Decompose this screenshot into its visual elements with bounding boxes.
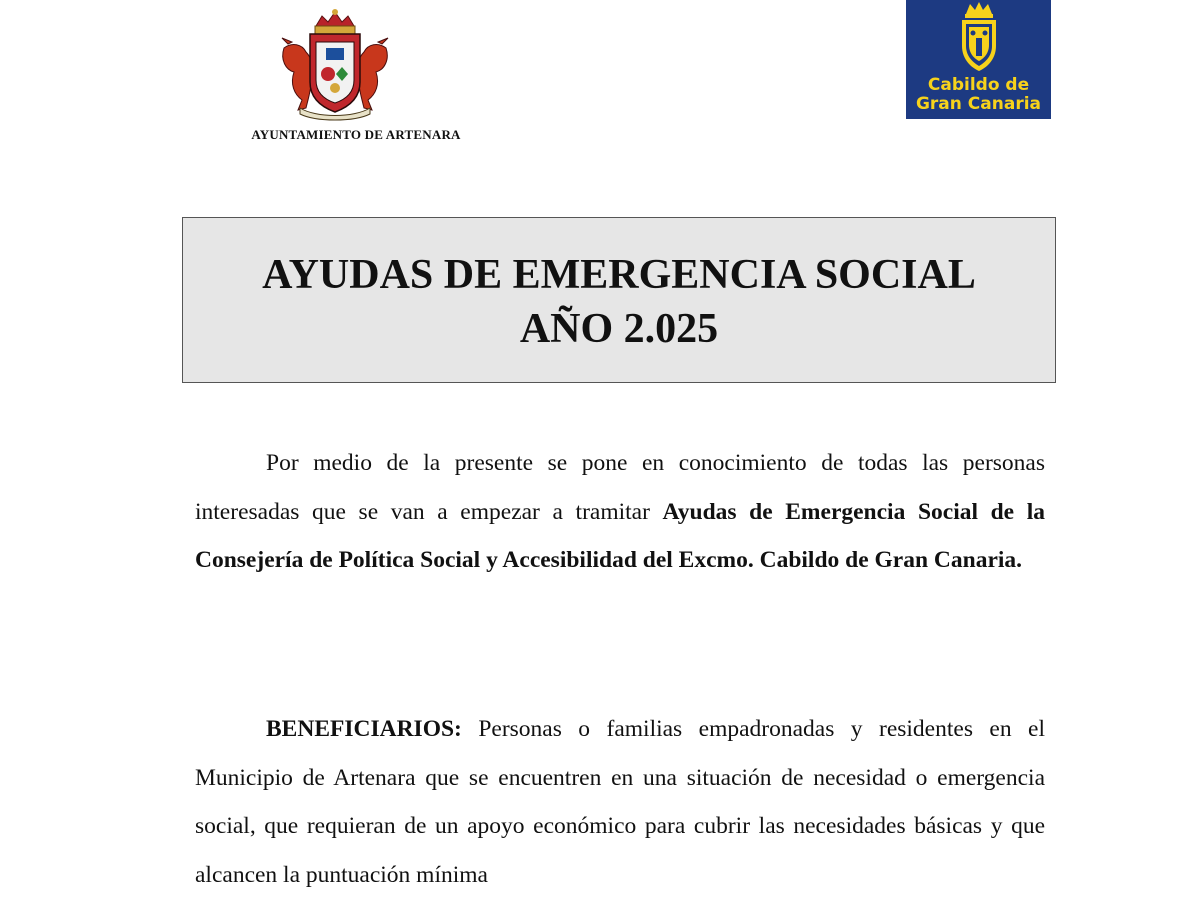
intro-paragraph — [195, 439, 1045, 585]
beneficiaries-paragraph — [195, 705, 1045, 899]
beneficiaries-text: Personas o familias empadronadas y residentes en el Municipio de Artenara que se encuentren en una situación de necesidad o emergencia social, que requieran de un apoyo económico para cubrir las necesidades básicas y que alcancen la puntuación mínima — [195, 716, 1045, 888]
cabildo-logo-line2: Gran Canaria — [915, 94, 1042, 114]
artenara-coat-of-arms-logo — [276, 8, 394, 123]
intro-text: Por medio de la presente se pone en conocimiento de todas las personas interesadas que se van a empezar a tramitar — [195, 450, 1045, 525]
municipality-name: AYUNTAMIENTO DE ARTENARA — [251, 127, 461, 142]
cabildo-logo-line1: Cabildo de — [927, 75, 1030, 95]
beneficiaries-label: BENEFICIARIOS: — [266, 716, 462, 742]
cabildo-shield-icon — [954, 0, 1004, 74]
cabildo-logo-text — [906, 76, 1051, 114]
document-year: AÑO 2.025 — [519, 306, 719, 352]
intro-bold-text: Ayudas de Emergencia Social de la Consejería de Política Social y Accesibilidad del Excmo. Cabildo de Gran Canaria. — [195, 498, 1045, 573]
document-title: AYUDAS DE EMERGENCIA SOCIAL — [262, 252, 976, 298]
document-title-box — [182, 217, 1056, 383]
cabildo-gran-canaria-logo — [906, 0, 1051, 119]
